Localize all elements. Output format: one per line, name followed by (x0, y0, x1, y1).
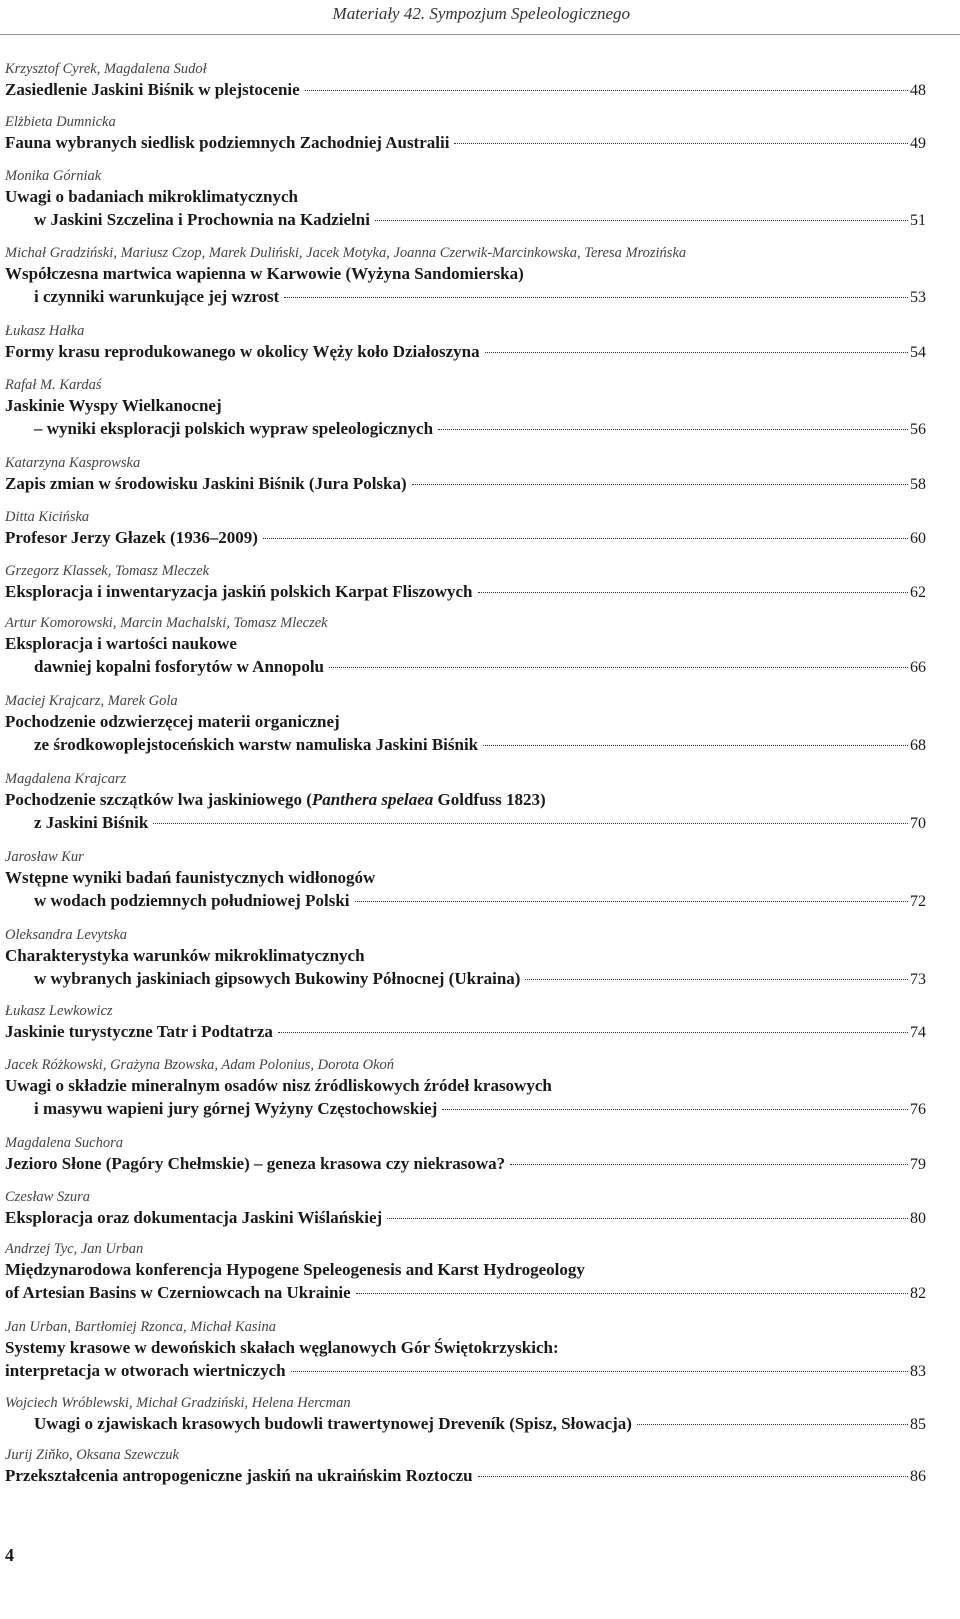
entry-title-line (5, 788, 926, 811)
dot-leader (510, 1163, 908, 1165)
dot-leader (291, 1370, 908, 1372)
entry-title-text: Zapis zmian w środowisku Jaskini Biśnik (Jura Polska) (5, 474, 407, 493)
entry-title-line (5, 185, 926, 208)
entry-authors: Grzegorz Klassek, Tomasz Mleczek (5, 563, 210, 579)
page-number: 4 (5, 1545, 14, 1565)
entry-title-text: Zasiedlenie Jaskini Biśnik w plejstocenie (5, 80, 300, 99)
entry-title-line (5, 866, 926, 889)
toc-entry[interactable] (5, 614, 926, 679)
entry-page-number: 74 (910, 1024, 926, 1041)
dot-leader (478, 591, 908, 593)
entry-title-text: Formy krasu reprodukowanego w okolicy Węży koło Działoszyna (5, 342, 480, 361)
dot-leader (387, 1217, 908, 1219)
entry-title-text: w Jaskini Szczelina i Prochownia na Kadzielni (34, 210, 370, 229)
toc-entry[interactable] (5, 1394, 926, 1436)
entry-title-line (5, 967, 926, 991)
entry-title-line (5, 1020, 926, 1044)
toc-entry[interactable] (5, 167, 926, 232)
dot-leader (329, 666, 908, 668)
entry-title-text: ze środkowoplejstoceńskich warstw namuliska Jaskini Biśnik (34, 735, 479, 754)
entry-title-line (5, 1412, 926, 1436)
entry-title-line (5, 1152, 926, 1176)
entry-page-number: 62 (910, 584, 926, 601)
entry-title-line (5, 1464, 926, 1488)
dot-leader (483, 744, 908, 746)
entry-page-number: 86 (910, 1468, 926, 1485)
dot-leader (454, 142, 908, 144)
entry-page-number: 66 (910, 659, 926, 676)
entry-title-line (5, 340, 926, 364)
entry-title-text: Pochodzenie szczątków lwa jaskiniowego ( (5, 790, 312, 809)
entry-page-number: 80 (910, 1210, 926, 1227)
toc-entry[interactable] (5, 562, 926, 604)
entry-authors: Czesław Szura (5, 1189, 91, 1205)
entry-title-line (5, 889, 926, 913)
entry-authors: Wojciech Wróblewski, Michał Gradziński, Helena Hercman (5, 1395, 351, 1411)
entry-title-line (5, 580, 926, 604)
entry-title-line (5, 944, 926, 967)
page-header: Materiały 42. Sympozjum Speleologicznego (332, 4, 630, 23)
entry-title-line (5, 811, 926, 835)
entry-title-text: Uwagi o składzie mineralnym osadów nisz źródliskowych źródeł krasowych (5, 1076, 552, 1095)
entry-authors: Łukasz Lewkowicz (5, 1003, 113, 1019)
entry-title-line (5, 394, 926, 417)
entry-title-text: dawniej kopalni fosforytów w Annopolu (34, 657, 325, 676)
entry-authors: Monika Górniak (5, 168, 102, 184)
entry-authors: Jarosław Kur (5, 849, 84, 865)
entry-title-line (5, 632, 926, 655)
entry-title-text: i czynniki warunkujące jej wzrost (34, 287, 280, 306)
entry-title-line (5, 1281, 926, 1305)
entry-page-number: 85 (910, 1416, 926, 1433)
entry-title-line (5, 208, 926, 232)
dot-leader (442, 1108, 908, 1110)
entry-title-text: w wodach podziemnych południowej Polski (34, 891, 350, 910)
entry-authors: Katarzyna Kasprowska (5, 455, 141, 471)
entry-title-line (5, 78, 926, 102)
toc-entry[interactable] (5, 692, 926, 757)
dot-leader (637, 1423, 908, 1425)
dot-leader (485, 351, 908, 353)
entry-page-number: 56 (910, 421, 926, 438)
toc-entry[interactable] (5, 113, 926, 155)
toc-entry[interactable] (5, 60, 926, 102)
entry-authors: Andrzej Tyc, Jan Urban (5, 1241, 144, 1257)
dot-leader (278, 1031, 908, 1033)
entry-title-line (5, 262, 926, 285)
entry-authors: Łukasz Hałka (5, 323, 85, 339)
toc-entry[interactable] (5, 322, 926, 364)
entry-title-line (5, 417, 926, 441)
entry-title-text: Uwagi o badaniach mikroklimatycznych (5, 187, 298, 206)
dot-leader (263, 537, 908, 539)
entry-title-text: Charakterystyka warunków mikroklimatycznych (5, 946, 365, 965)
entry-title-line (5, 1074, 926, 1097)
toc-entry[interactable] (5, 1318, 926, 1383)
dot-leader (478, 1475, 908, 1477)
entry-title-text: Jezioro Słone (Pagóry Chełmskie) – geneza krasowa czy niekrasowa? (5, 1154, 506, 1173)
entry-title-line (5, 131, 926, 155)
toc-entry[interactable] (5, 926, 926, 991)
entry-page-number: 76 (910, 1101, 926, 1118)
entry-authors: Michał Gradziński, Mariusz Czop, Marek Duliński, Jacek Motyka, Joanna Czerwik-Marcinkowska, Teresa Mrozińska (5, 245, 687, 261)
toc-entry[interactable] (5, 1446, 926, 1488)
toc-entry[interactable] (5, 376, 926, 441)
entry-title-text: Uwagi o zjawiskach krasowych budowli trawertynowej Dreveník (Spisz, Słowacja) (34, 1414, 632, 1433)
entry-title-text: z Jaskini Biśnik (34, 813, 149, 832)
entry-page-number: 53 (910, 289, 926, 306)
header-rule (0, 34, 960, 35)
toc-entry[interactable] (5, 244, 926, 309)
entry-title-text: Pochodzenie odzwierzęcej materii organicznej (5, 712, 340, 731)
entry-authors: Krzysztof Cyrek, Magdalena Sudoł (5, 61, 207, 77)
entry-authors: Elżbieta Dumnicka (5, 114, 116, 130)
entry-title-line (5, 1097, 926, 1121)
toc-entry[interactable] (5, 848, 926, 913)
entry-title-text: Fauna wybranych siedlisk podziemnych Zachodniej Australii (5, 133, 450, 152)
dot-leader (356, 1292, 908, 1294)
entry-title-line (5, 1206, 926, 1230)
entry-title-text: Jaskinie turystyczne Tatr i Podtatrza (5, 1022, 273, 1041)
entry-title-line (5, 1359, 926, 1383)
entry-title-line (5, 472, 926, 496)
entry-page-number: 70 (910, 815, 926, 832)
toc-entry[interactable] (5, 1002, 926, 1044)
entry-title-line (5, 526, 926, 550)
toc-entry[interactable] (5, 1056, 926, 1121)
entry-title-line (5, 1336, 926, 1359)
toc-entry[interactable] (5, 770, 926, 835)
dot-leader (153, 822, 908, 824)
entry-page-number: 48 (910, 82, 926, 99)
entry-page-number: 60 (910, 530, 926, 547)
entry-title-text: of Artesian Basins w Czerniowcach na Ukrainie (5, 1283, 351, 1302)
entry-title-text: Jaskinie Wyspy Wielkanocnej (5, 396, 222, 415)
entry-title-text: interpretacja w otworach wiertniczych (5, 1361, 286, 1380)
toc-entry[interactable] (5, 508, 926, 550)
entry-title-line (5, 1258, 926, 1281)
entry-page-number: 79 (910, 1156, 926, 1173)
entry-page-number: 72 (910, 893, 926, 910)
entry-title-line (5, 710, 926, 733)
species-name: Panthera spelaea (311, 790, 434, 809)
entry-title-text: Systemy krasowe w dewońskich skałach węglanowych Gór Świętokrzyskich: (5, 1338, 559, 1357)
entry-page-number: 58 (910, 476, 926, 493)
entry-authors: Jurij Ziňko, Oksana Szewczuk (5, 1447, 179, 1463)
entry-title-line (5, 655, 926, 679)
dot-leader (284, 296, 908, 298)
entry-page-number: 73 (910, 971, 926, 988)
entry-authors: Oleksandra Levytska (5, 927, 128, 943)
toc-entry[interactable] (5, 1134, 926, 1176)
entry-authors: Magdalena Suchora (5, 1135, 123, 1151)
entry-authors: Rafał M. Kardaś (5, 377, 102, 393)
entry-title-line (5, 733, 926, 757)
entry-authors: Artur Komorowski, Marcin Machalski, Tomasz Mleczek (5, 615, 328, 631)
dot-leader (305, 89, 908, 91)
entry-title-line (5, 285, 926, 309)
toc-entry[interactable] (5, 1188, 926, 1230)
entry-authors: Jan Urban, Bartłomiej Rzonca, Michał Kasina (5, 1319, 277, 1335)
entry-title-text: Przekształcenia antropogeniczne jaskiń na ukraińskim Roztoczu (5, 1466, 473, 1485)
entry-authors: Maciej Krajcarz, Marek Gola (5, 693, 178, 709)
entry-page-number: 82 (910, 1285, 926, 1302)
entry-page-number: 83 (910, 1363, 926, 1380)
dot-leader (438, 428, 908, 430)
entry-authors: Magdalena Krajcarz (5, 771, 127, 787)
entry-authors: Ditta Kicińska (5, 509, 90, 525)
species-author: Goldfuss 1823) (433, 790, 546, 809)
entry-authors: Jacek Różkowski, Grażyna Bzowska, Adam Polonius, Dorota Okoń (5, 1057, 395, 1073)
toc-entry[interactable] (5, 1240, 926, 1305)
dot-leader (412, 483, 908, 485)
entry-title-text: – wyniki eksploracji polskich wypraw speleologicznych (34, 419, 434, 438)
entry-title-text: i masywu wapieni jury górnej Wyżyny Częstochowskiej (34, 1099, 438, 1118)
dot-leader (525, 978, 908, 980)
entry-title-text: Profesor Jerzy Głazek (1936–2009) (5, 528, 258, 547)
entry-title-text: Eksploracja i wartości naukowe (5, 634, 237, 653)
entry-page-number: 68 (910, 737, 926, 754)
entry-page-number: 49 (910, 135, 926, 152)
entry-title-text: Wstępne wyniki badań faunistycznych widłonogów (5, 868, 376, 887)
toc-entry[interactable] (5, 454, 926, 496)
entry-page-number: 51 (910, 212, 926, 229)
entry-title-text: Międzynarodowa konferencja Hypogene Speleogenesis and Karst Hydrogeology (5, 1260, 585, 1279)
dot-leader (355, 900, 909, 902)
dot-leader (375, 219, 908, 221)
entry-title-text: Współczesna martwica wapienna w Karwowie (Wyżyna Sandomierska) (5, 264, 524, 283)
entry-page-number: 54 (910, 344, 926, 361)
entry-title-text: Eksploracja oraz dokumentacja Jaskini Wiślańskiej (5, 1208, 383, 1227)
entry-title-text: w wybranych jaskiniach gipsowych Bukowiny Północnej (Ukraina) (34, 969, 521, 988)
entry-title-text: Eksploracja i inwentaryzacja jaskiń polskich Karpat Fliszowych (5, 582, 473, 601)
